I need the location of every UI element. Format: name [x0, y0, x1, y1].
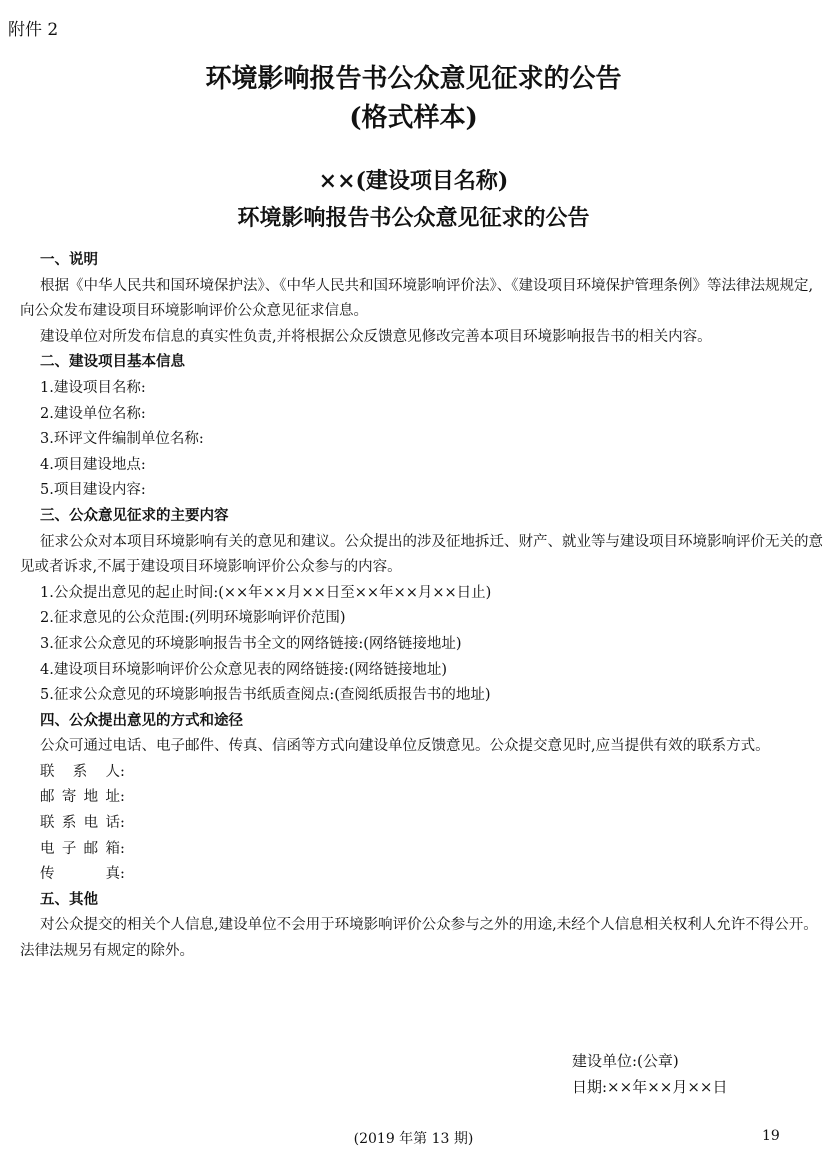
issue-footer: (2019 年第 13 期)	[353, 1131, 474, 1147]
document-title: 环境影响报告书公众意见征求的公告	[205, 64, 622, 94]
section-3-item: 2.征求意见的公众范围:(列明环境影响评价范围)	[40, 610, 346, 627]
notice-body	[20, 248, 824, 965]
section-2-item: 3.环评文件编制单位名称:	[40, 431, 204, 448]
section-3-item: 4.建设项目环境影响评价公众意见表的网络链接:(网络链接地址)	[40, 661, 448, 678]
contact-phone-line	[20, 811, 824, 837]
contact-colon: :	[120, 866, 125, 883]
contact-person-line	[20, 760, 824, 786]
contact-colon: :	[120, 815, 125, 832]
contact-label: 电子邮箱	[40, 840, 120, 857]
section-2-item: 2.建设单位名称:	[40, 405, 146, 422]
section-4-heading: 四、公众提出意见的方式和途径	[40, 712, 243, 729]
attachment-label	[8, 15, 58, 40]
contact-label: 邮寄地址	[40, 789, 120, 806]
document-title-format-note: (格式样本)	[349, 103, 478, 133]
page-number: 19	[762, 1128, 780, 1144]
contact-label: 联系电话	[40, 815, 120, 832]
section-5-paragraph-1: 对公众提交的相关个人信息,建设单位不会用于环境影响评价公众参与之外的用途,未经个人信息相关权利人允许不得公开。法律法规另有规定的除外。	[20, 917, 818, 960]
section-1-paragraph-2: 建设单位对所发布信息的真实性负责,并将根据公众反馈意见修改完善本项目环境影响报告书的相关内容。	[40, 328, 712, 345]
signature-block	[572, 1048, 727, 1100]
contact-colon: :	[120, 840, 125, 857]
section-2-heading: 二、建设项目基本信息	[40, 354, 185, 371]
fax-line	[20, 862, 824, 888]
contact-colon: :	[120, 763, 125, 780]
section-3-paragraph-1: 征求公众对本项目环境影响有关的意见和建议。公众提出的涉及征地拆迁、财产、就业等与建设项目环境影响评价无关的意见或者诉求,不属于建设项目环境影响评价公众参与的内容。	[20, 533, 823, 576]
section-1-paragraph-1: 根据《中华人民共和国环境保护法》、《中华人民共和国环境影响评价法》、《建设项目环境保护管理条例》等法律法规规定,向公众发布建设项目环境影响评价公众意见征求信息。	[20, 277, 814, 320]
email-line	[20, 837, 824, 863]
section-3-heading: 三、公众意见征求的主要内容	[40, 507, 229, 524]
section-3-item: 3.征求公众意见的环境影响报告书全文的网络链接:(网络链接地址)	[40, 635, 462, 652]
attachment-number: 2	[47, 20, 59, 40]
contact-label: 联系人	[40, 763, 120, 780]
notice-title-project: ××(建设项目名称)	[318, 168, 509, 194]
signing-unit: 建设单位:(公章)	[572, 1052, 679, 1070]
section-4-paragraph-1: 公众可通过电话、电子邮件、传真、信函等方式向建设单位反馈意见。公众提交意见时,应当提供有效的联系方式。	[40, 738, 770, 755]
contact-colon: :	[120, 789, 125, 806]
section-2-item: 4.项目建设地点:	[40, 456, 146, 473]
section-2-item: 5.项目建设内容:	[40, 482, 146, 499]
mailing-address-line	[20, 785, 824, 811]
section-3-item: 1.公众提出意见的起止时间:(××年××月××日至××年××月××日止)	[40, 584, 492, 601]
section-1-heading: 一、说明	[40, 252, 98, 268]
signing-date: 日期:××年××月××日	[572, 1078, 728, 1096]
section-3-item: 5.征求公众意见的环境影响报告书纸质查阅点:(查阅纸质报告书的地址)	[40, 687, 491, 704]
contact-label: 传真	[40, 866, 120, 883]
section-5-heading: 五、其他	[40, 891, 98, 908]
attachment-label-text: 附件	[8, 20, 42, 40]
section-2-item: 1.建设项目名称:	[40, 379, 146, 396]
notice-title: 环境影响报告书公众意见征求的公告	[237, 205, 590, 231]
